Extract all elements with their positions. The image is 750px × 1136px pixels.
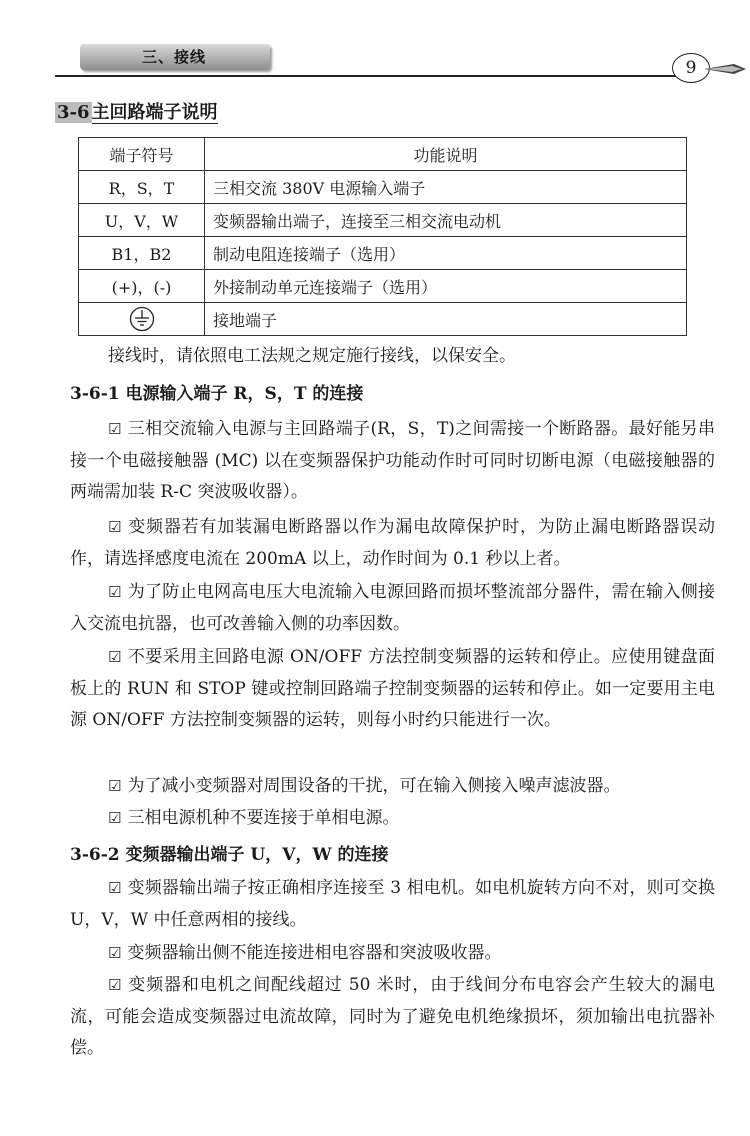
checkbox-icon: ☑ — [108, 420, 122, 438]
chapter-tab: 三、接线 — [80, 44, 270, 70]
page-number-swoosh-icon — [704, 60, 746, 78]
column-header-symbol: 端子符号 — [79, 138, 205, 171]
checkbox-icon: ☑ — [108, 944, 122, 962]
list-item: ☑ 三相交流输入电源与主回路端子(R，S，T)之间需接一个断路器。最好能另串接一个电磁接触器 (MC) 以在变频器保护功能动作时可同时切断电源（电磁接触器的两端需加装 R-C 突波吸收器）。 — [70, 419, 715, 502]
terminal-symbol: R，S，T — [79, 171, 205, 204]
checkbox-icon: ☑ — [108, 777, 122, 795]
list-item: ☑ 变频器输出侧不能连接进相电容器和突波吸收器。 — [108, 943, 502, 963]
table-row — [79, 303, 687, 336]
terminal-function: 外接制动单元连接端子（选用） — [205, 270, 687, 303]
terminal-table — [78, 137, 687, 336]
list-item: ☑ 变频器若有加装漏电断路器以作为漏电故障保护时，为防止漏电断路器误动作，请选择感度电流在 200mA 以上，动作时间为 0.1 秒以上者。 — [70, 517, 715, 569]
list-item: ☑ 变频器和电机之间配线超过 50 米时，由于线间分布电容会产生较大的漏电流，可能会造成变频器过电流故障，同时为了避免电机绝缘损坏，须加输出电抗器补偿。 — [70, 975, 715, 1058]
checkbox-icon: ☑ — [108, 809, 122, 827]
list-item: ☑ 变频器输出端子按正确相序连接至 3 相电机。如电机旋转方向不对，则可交换 U，V，W 中任意两相的接线。 — [70, 878, 715, 930]
terminal-function: 接地端子 — [205, 303, 687, 336]
checkbox-icon: ☑ — [108, 879, 122, 897]
page-number: 9 — [672, 53, 710, 83]
list-item: ☑ 三相电源机种不要连接于单相电源。 — [108, 808, 400, 828]
section-title — [55, 101, 218, 125]
checkbox-icon: ☑ — [108, 648, 122, 666]
terminal-function: 三相交流 380V 电源输入端子 — [205, 171, 687, 204]
table-row — [79, 204, 687, 237]
terminal-symbol — [79, 303, 205, 336]
terminal-function: 变频器输出端子，连接至三相交流电动机 — [205, 204, 687, 237]
list-item: ☑ 为了防止电网高电压大电流输入电源回路而损坏整流部分器件，需在输入侧接入交流电抗器，也可改善输入侧的功率因数。 — [70, 582, 715, 634]
terminal-symbol: B1，B2 — [79, 237, 205, 270]
table-header-row — [79, 138, 687, 171]
terminal-symbol: U，V，W — [79, 204, 205, 237]
section-title-text: 主回路端子说明 — [91, 102, 218, 123]
section-number: 3-6 — [57, 102, 90, 123]
table-row — [79, 270, 687, 303]
subsection-title-3-6-1: 3-6-1 电源输入端子 R，S，T 的连接 — [70, 384, 364, 404]
table-row — [79, 237, 687, 270]
list-item: ☑ 为了减小变频器对周围设备的干扰，可在输入侧接入噪声滤波器。 — [108, 776, 621, 796]
checkbox-icon: ☑ — [108, 976, 122, 994]
terminal-symbol: (+)，(-) — [79, 270, 205, 303]
header-rule — [55, 75, 687, 77]
subsection-title-3-6-2: 3-6-2 变频器输出端子 U，V，W 的连接 — [70, 845, 389, 865]
checkbox-icon: ☑ — [108, 518, 122, 536]
column-header-function: 功能说明 — [205, 138, 687, 171]
list-item: ☑ 不要采用主回路电源 ON/OFF 方法控制变频器的运转和停止。应使用键盘面板上的 RUN 和 STOP 键或控制回路端子控制变频器的运转和停止。如一定要用主电源 ON/OFF 方法控制变频器的运转，则每小时约只能进行一次。 — [70, 647, 715, 730]
terminal-function: 制动电阻连接端子（选用） — [205, 237, 687, 270]
safety-note: 接线时，请依照电工法规之规定施行接线，以保安全。 — [108, 346, 516, 366]
checkbox-icon: ☑ — [108, 583, 122, 601]
table-row — [79, 171, 687, 204]
ground-symbol-icon — [129, 306, 155, 332]
